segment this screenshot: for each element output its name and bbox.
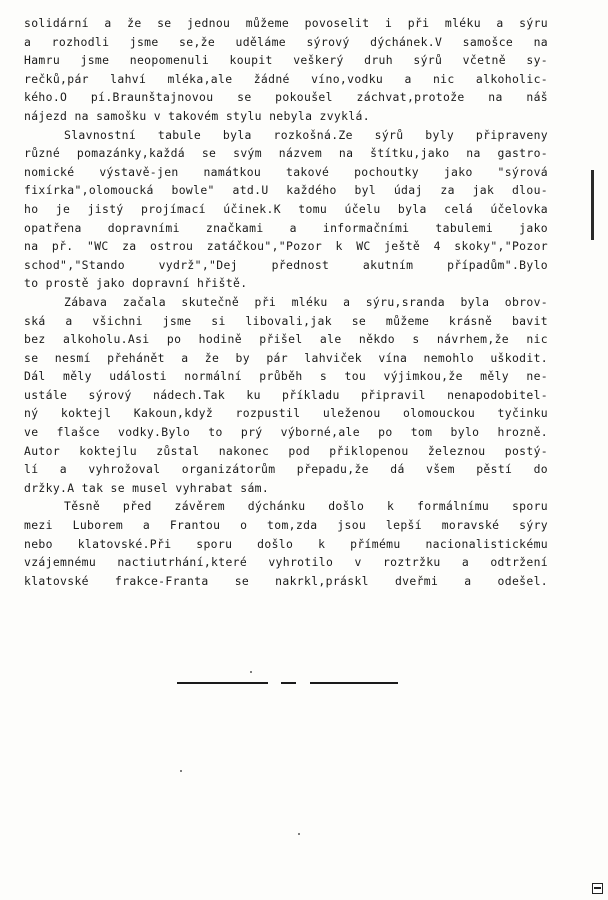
separator-segment <box>310 682 398 684</box>
text-line: kého.O pí.Braunštajnovou se pokoušel záchvat,protože na náš <box>24 90 548 105</box>
text-line: schod","Stando vydrž","Dej přednost akutním případům".Bylo <box>24 257 548 272</box>
text-line: rečků,pár lahví mléka,ale žádné víno,vodku a nic alkoholic- <box>24 71 548 86</box>
text-line: nomické výstavě-jen namátkou takové pochoutky jako "sýrová <box>24 164 548 179</box>
text-line: lí a vyhrožoval organizátorům přepadu,že dá všem pěstí do <box>24 462 548 477</box>
text-line: to prostě jako dopravní hřiště. <box>24 276 248 291</box>
text-line: Slavnostní tabule byla rozkošná.Ze sýrů byly připraveny <box>64 127 548 142</box>
text-line: ská a všichni jsme si libovali,jak se můžeme krásně bavit <box>24 313 548 328</box>
text-line: Hamru jsme neopomenuli koupit veškerý druh sýrů včetně sy- <box>24 53 548 68</box>
text-line: solidární a že se jednou můžeme povoselit i při mléku a sýru <box>24 16 548 30</box>
text-line: Autor koktejlu zůstal nakonec pod přiklopenou železnou postý- <box>24 443 548 458</box>
text-line: ný koktejl Kakoun,když rozpustil uleženou olomouckou tyčinku <box>24 406 548 421</box>
text-line: ve flašce vodky.Bylo to prý výborné,ale po tom bylo hrozně. <box>24 425 548 440</box>
text-line: ustále sýrový nádech.Tak ku příkladu připravil nenapodobitel- <box>24 387 548 402</box>
text-line: Dál měly události normální průběh s tou výjimkou,že měly ne- <box>24 369 548 384</box>
text-line: držky.A tak se musel vyhrabat sám. <box>24 480 270 495</box>
text-line: Těsně před závěrem dýchánku došlo k formálnímu sporu <box>64 499 548 514</box>
scan-speck <box>180 770 182 772</box>
text-line: různé pomazánky,každá se svým názvem na štítku,jako na gastro- <box>24 146 548 161</box>
section-separator <box>0 680 608 686</box>
separator-segment <box>281 682 296 684</box>
text-line: a rozhodli jsme se,že uděláme sýrový dýchánek.V samošce na <box>24 34 548 49</box>
text-line: nájezd na samošku v takovém stylu nebyla zvyklá. <box>24 108 370 123</box>
text-line: na př. "WC za ostrou zatáčkou","Pozor k WC ještě 4 skoky","Pozor <box>24 239 548 254</box>
scan-speck <box>250 671 252 673</box>
text-line: Zábava začala skutečně při mléku a sýru,sranda byla obrov- <box>64 294 548 309</box>
text-line: nebo klatovské.Při sporu došlo k přímému nacionalistickému <box>24 536 548 551</box>
text-line: bez alkoholu.Asi po hodině přišel ale někdo s návrhem,že nic <box>24 332 548 347</box>
text-line: opatřena dopravními značkami a informačními tabulemi jako <box>24 220 548 235</box>
text-line: vzájemnému nactiutrhání,které vyhrotilo v roztržku a odtržení <box>24 555 548 570</box>
text-line: se nesmí přehánět a že by pár lahviček vína nemohlo uškodit. <box>24 350 548 365</box>
text-line: ho je jistý projímací účinek.K tomu účelu byla celá účelovka <box>24 201 548 216</box>
text-line: mezi Luborem a Frantou o tom,zda jsou lepší moravské sýry <box>24 518 548 533</box>
separator-segment <box>177 682 268 684</box>
text-line: klatovské frakce-Franta se nakrkl,práskl dveřmi a odešel. <box>24 573 548 588</box>
text-line: fixírka",olomoucká bowle" atd.U každého byl údaj za jak dlou- <box>24 183 548 198</box>
scan-speck <box>298 833 300 835</box>
page-corner-icon[interactable] <box>592 883 603 894</box>
margin-mark <box>591 170 594 240</box>
body-text <box>24 14 548 590</box>
